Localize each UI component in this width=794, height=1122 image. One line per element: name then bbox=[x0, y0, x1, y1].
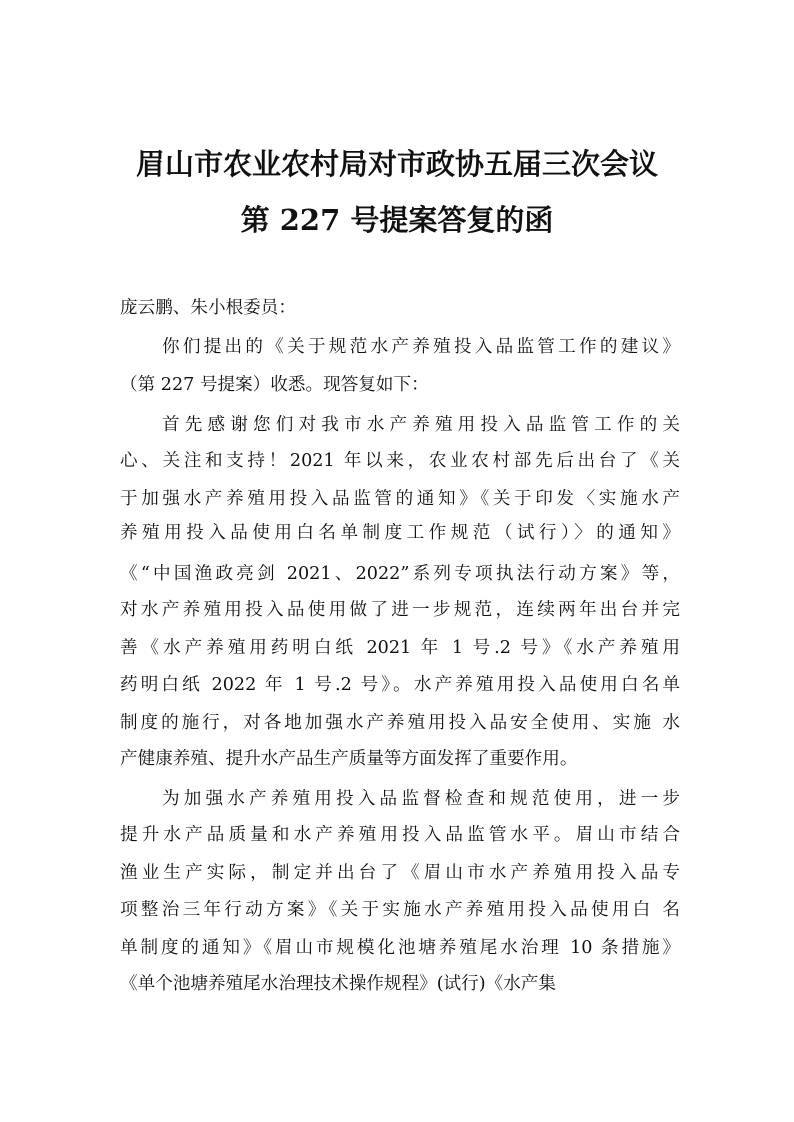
body-line: 药明白纸 2022 年 1 号.2 号》。水产养殖用投入品使用白名单 bbox=[120, 675, 680, 695]
body-line: 为加强水产养殖用投入品监督检查和规范使用，进一步 bbox=[162, 789, 680, 809]
body-line: 你们提出的《关于规范水产养殖投入品监管工作的建议》 bbox=[162, 337, 680, 357]
body-line: 项整治三年行动方案》《关于实施水产养殖用投入品使用白 名 bbox=[120, 900, 680, 920]
body-line: 心、关注和支持！2021 年以来，农业农村部先后出台了《关 bbox=[120, 451, 680, 471]
document-title-line-2: 第 227 号提案答复的函 bbox=[240, 203, 554, 237]
document-title-line-1: 眉山市农业农村局对市政协五届三次会议 bbox=[135, 147, 658, 181]
body-line: 渔业生产实际，制定并出台了《眉山市水产养殖用投入品专 bbox=[120, 863, 680, 883]
salutation: 庞云鹏、朱小根委员： bbox=[120, 298, 296, 318]
body-line: 《单个池塘养殖尾水治理技术操作规程》(试行)《水产集 bbox=[120, 974, 556, 994]
body-line: （第 227 号提案）收悉。现答复如下： bbox=[120, 375, 429, 395]
body-line: 养殖用投入品使用白名单制度工作规范（试行）〉的通知》 bbox=[120, 523, 680, 543]
body-line: 于加强水产养殖用投入品监管的通知》《关于印发〈实施水产 bbox=[120, 489, 680, 509]
body-line: 单制度的通知》《眉山市规模化池塘养殖尾水治理 10 条措施》 bbox=[120, 938, 680, 958]
body-line: 《“中国渔政亮剑 2021、2022”系列专项执法行动方案》等， bbox=[120, 564, 680, 584]
body-line: 首先感谢您们对我市水产养殖用投入品监管工作的关 bbox=[162, 415, 680, 435]
body-line: 善《水产养殖用药明白纸 2021 年 1 号.2 号》《水产养殖用 bbox=[120, 638, 680, 658]
body-line: 对水产养殖用投入品使用做了进一步规范，连续两年出台并完 bbox=[120, 600, 680, 620]
body-line: 提升水产品质量和水产养殖用投入品监管水平。眉山市结合 bbox=[120, 825, 680, 845]
body-line: 产健康养殖、提升水产品生产质量等方面发挥了重要作用。 bbox=[120, 749, 578, 769]
body-line: 制度的施行，对各地加强水产养殖用投入品安全使用、实施 水 bbox=[120, 713, 680, 733]
